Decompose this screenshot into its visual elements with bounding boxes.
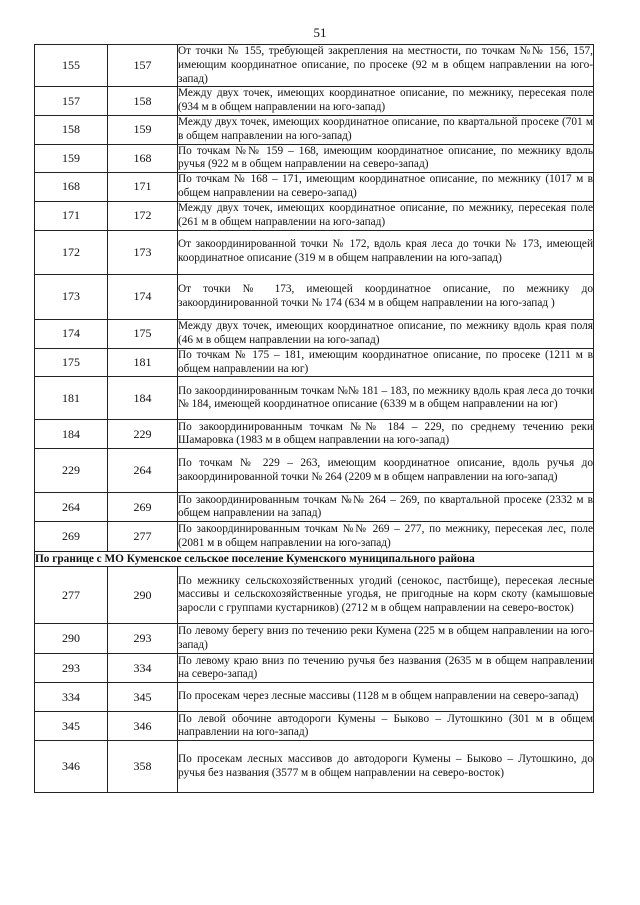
point-to: 168 — [108, 144, 178, 173]
table-row — [35, 115, 594, 144]
table-row — [35, 230, 594, 274]
point-from: 155 — [35, 45, 108, 87]
point-from: 157 — [35, 87, 108, 116]
point-to: 290 — [108, 567, 178, 624]
table-row — [35, 741, 594, 793]
point-to: 269 — [108, 493, 178, 522]
point-to: 171 — [108, 173, 178, 202]
point-from: 345 — [35, 712, 108, 741]
point-from: 181 — [35, 377, 108, 420]
point-from: 290 — [35, 624, 108, 654]
boundary-description: По точкам № 168 – 171, имеющим координатное описание, по межнику (1017 м в общем направлении на северо-запад) — [178, 173, 594, 202]
boundary-description: По закоординированным точкам №№ 181 – 183, по межнику вдоль края леса до точки № 184, имеющей координатное описание (6339 м в общем направлении на юг) — [178, 377, 594, 420]
table-row — [35, 683, 594, 712]
boundary-description: По закоординированным точкам №№ 264 – 269, по квартальной просеке (2332 м в общем направлении на запад) — [178, 493, 594, 522]
point-to: 173 — [108, 230, 178, 274]
table-row — [35, 624, 594, 654]
table-row — [35, 348, 594, 377]
table-row — [35, 449, 594, 493]
point-from: 168 — [35, 173, 108, 202]
table-row — [35, 173, 594, 202]
point-from: 269 — [35, 522, 108, 552]
point-from: 159 — [35, 144, 108, 173]
point-to: 345 — [108, 683, 178, 712]
point-to: 184 — [108, 377, 178, 420]
boundary-description: По точкам № 229 – 263, имеющим координатное описание, вдоль ручья до закоординированной точки № 264 (2209 м в общем направлении на юго-запад) — [178, 449, 594, 493]
point-to: 158 — [108, 87, 178, 116]
boundary-description: Между двух точек, имеющих координатное описание, по межнику, пересекая поле (261 м в общем направлении на юго-запад) — [178, 201, 594, 230]
point-to: 229 — [108, 420, 178, 449]
table-row — [35, 420, 594, 449]
point-to: 181 — [108, 348, 178, 377]
section-row — [35, 552, 594, 567]
table-row — [35, 45, 594, 87]
point-to: 172 — [108, 201, 178, 230]
section-title: По границе с МО Куменское сельское поселение Куменского муниципального района — [35, 552, 594, 567]
point-to: 277 — [108, 522, 178, 552]
boundary-description: По левому краю вниз по течению ручья без названия (2635 м в общем направлении на северо-запад) — [178, 654, 594, 683]
point-to: 358 — [108, 741, 178, 793]
point-from: 171 — [35, 201, 108, 230]
point-to: 174 — [108, 274, 178, 319]
table-row — [35, 274, 594, 319]
table-row — [35, 201, 594, 230]
boundary-description: Между двух точек, имеющих координатное описание, по межнику вдоль края поля (46 м в общем направлении на юго-запад) — [178, 319, 594, 348]
point-from: 184 — [35, 420, 108, 449]
table-row — [35, 712, 594, 741]
boundary-description: По точкам № 175 – 181, имеющим координатное описание, по просеке (1211 м в общем направлении на юг) — [178, 348, 594, 377]
point-to: 293 — [108, 624, 178, 654]
point-from: 175 — [35, 348, 108, 377]
boundary-description: По закоординированным точкам №№ 184 – 229, по среднему течению реки Шамаровка (1983 м в общем направлении на юго-запад) — [178, 420, 594, 449]
table-row — [35, 654, 594, 683]
point-to: 157 — [108, 45, 178, 87]
boundary-description: От закоординированной точки № 172, вдоль края леса до точки № 173, имеющей координатное описание (319 м в общем направлении на юго-запад) — [178, 230, 594, 274]
point-from: 293 — [35, 654, 108, 683]
boundary-description: По точкам №№ 159 – 168, имеющим координатное описание, по межнику вдоль ручья (922 м в общем направлении на северо-запад) — [178, 144, 594, 173]
boundary-description: По левому берегу вниз по течению реки Кумена (225 м в общем направлении на юго-запад) — [178, 624, 594, 654]
point-to: 264 — [108, 449, 178, 493]
point-from: 173 — [35, 274, 108, 319]
boundary-description: По просекам лесных массивов до автодороги Кумены – Быково – Лутошкино, до ручья без названия (3577 м в общем направлении на северо-восток) — [178, 741, 594, 793]
boundary-description: От точки № 173, имеющей координатное описание, по межнику до закоординированной точки № 174 (634 м в общем направлении на юго-запад ) — [178, 274, 594, 319]
point-to: 159 — [108, 115, 178, 144]
boundary-description: По левой обочине автодороги Кумены – Быково – Лутошкино (301 м в общем направлении на юго-запад) — [178, 712, 594, 741]
table-row — [35, 377, 594, 420]
table-row — [35, 567, 594, 624]
table-row — [35, 522, 594, 552]
point-to: 175 — [108, 319, 178, 348]
point-from: 264 — [35, 493, 108, 522]
boundary-description: Между двух точек, имеющих координатное описание, по квартальной просеке (701 м в общем направлении на юго-запад) — [178, 115, 594, 144]
boundary-description: По закоординированным точкам №№ 269 – 277, по межнику, пересекая лес, поле (2081 м в общем направлении на юго-запад) — [178, 522, 594, 552]
point-from: 229 — [35, 449, 108, 493]
boundary-description: Между двух точек, имеющих координатное описание, по межнику, пересекая поле (934 м в общем направлении на юго-запад) — [178, 87, 594, 116]
point-from: 277 — [35, 567, 108, 624]
point-to: 334 — [108, 654, 178, 683]
point-from: 346 — [35, 741, 108, 793]
boundary-table — [34, 44, 594, 793]
point-from: 174 — [35, 319, 108, 348]
boundary-description: От точки № 155, требующей закрепления на местности, по точкам №№ 156, 157, имеющим координатное описание, по просеке (92 м в общем направлении на юго-запад) — [178, 45, 594, 87]
point-from: 334 — [35, 683, 108, 712]
table-row — [35, 319, 594, 348]
page-number: 51 — [313, 25, 327, 40]
point-from: 158 — [35, 115, 108, 144]
point-to: 346 — [108, 712, 178, 741]
boundary-description: По просекам через лесные массивы (1128 м в общем направлении на северо-запад) — [178, 683, 594, 712]
table-row — [35, 493, 594, 522]
table-row — [35, 87, 594, 116]
point-from: 172 — [35, 230, 108, 274]
boundary-description: По межнику сельскохозяйственных угодий (сенокос, пастбище), пересекая лесные массивы и сельскохозяйственные угодья, не пригодные на корм скоту (камышовые заросли с группами кустарников) (2712 м в общем направлении на северо-восток) — [178, 567, 594, 624]
table-row — [35, 144, 594, 173]
